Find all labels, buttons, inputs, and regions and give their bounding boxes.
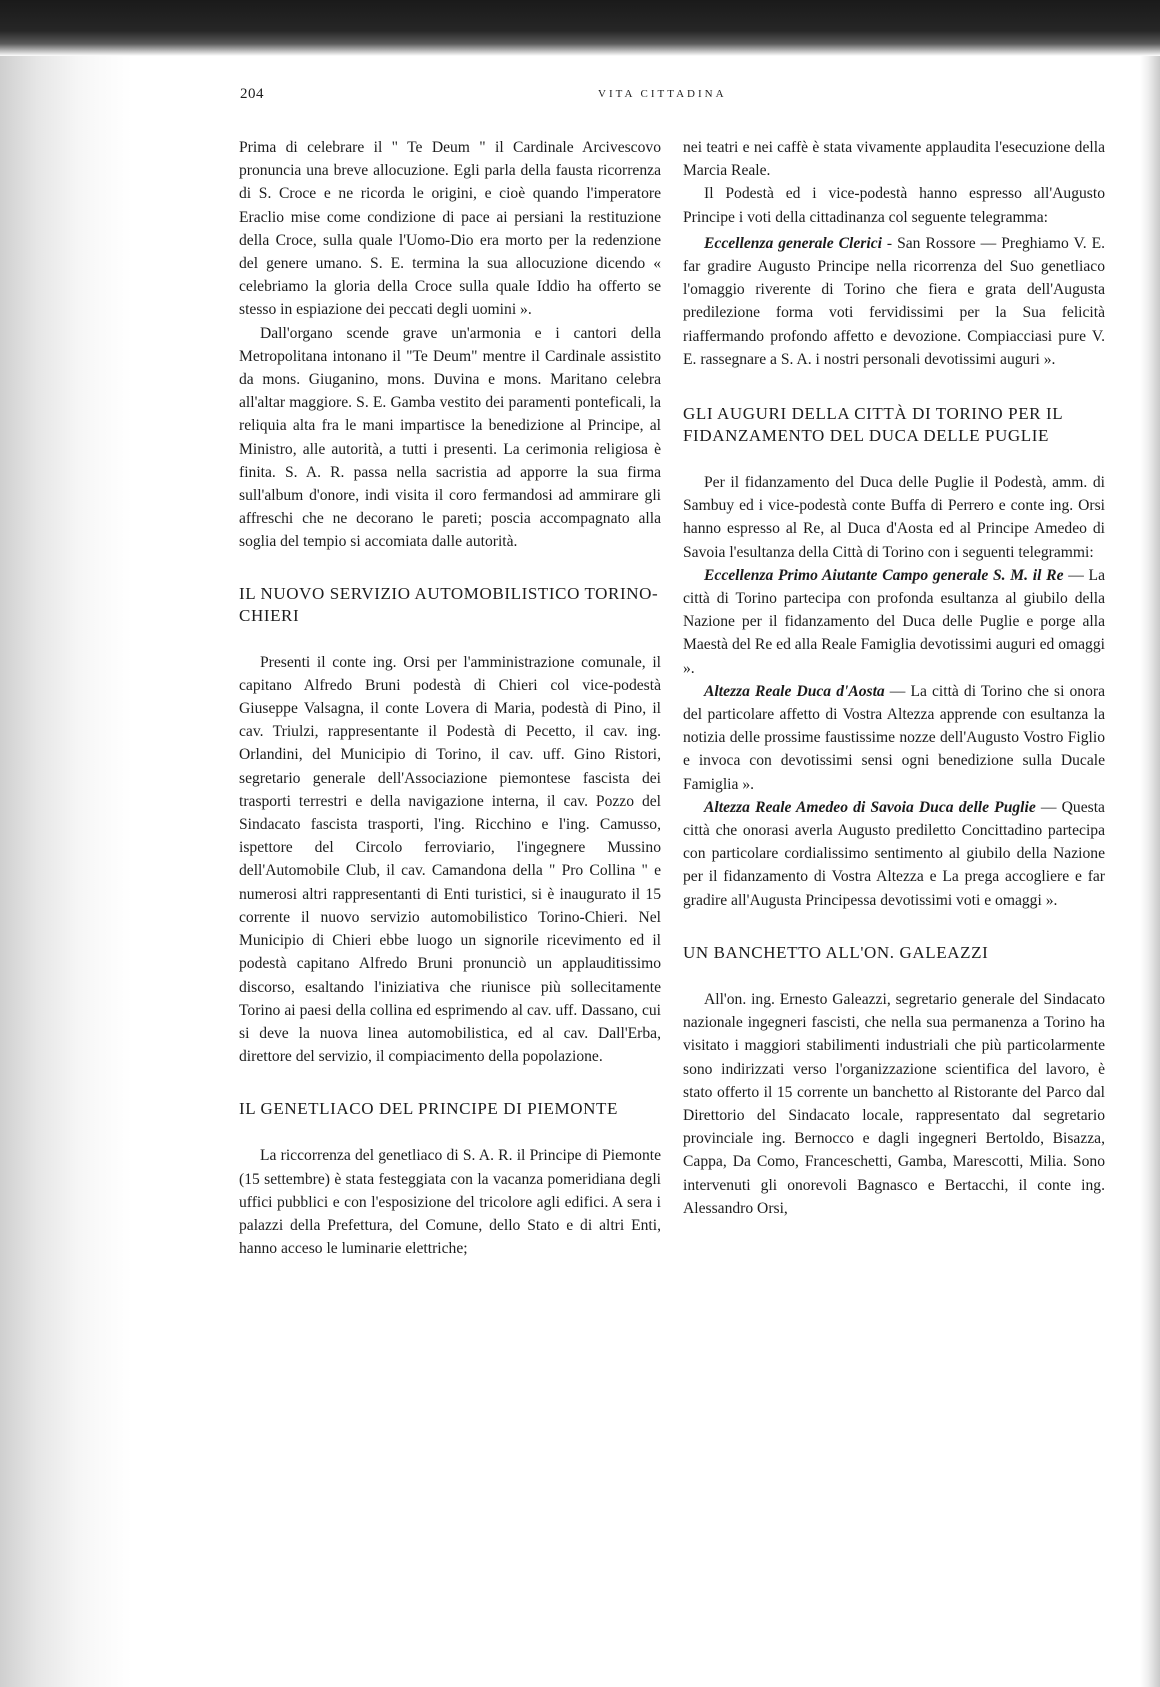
telegram-addressee: Eccellenza generale Clerici: [704, 234, 882, 252]
telegram: [683, 564, 1105, 680]
telegram-addressee: Eccellenza Primo Aiutante Campo generale S. M. il Re: [704, 566, 1064, 584]
section-heading-servizio: IL NUOVO SERVIZIO AUTOMOBILISTICO TORINO-CHIERI: [239, 583, 659, 625]
paragraph: All'on. ing. Ernesto Galeazzi, segretario generale del Sindacato nazionale ingegneri fascisti, che nella sua permanenza a Torino ha visitato i maggiori stabilimenti industriali che più particolarmente sono indirizzati verso l'organizzazione scientifica del lavoro, è stato offerto il 15 corrente un banchetto al Ristorante del Parco dal Direttorio del Sindacato locale, rappresentato dal segretario provinciale ing. Bernocco e dagli ingegneri Bertoldo, Bisazza, Cappa, Da Como, Franceschetti, Gamba, Marescotti, Milia. Sono intervenuti gli onorevoli Bagnasco e Bertacchi, il conte ing. Alessandro Orsi,: [683, 990, 1105, 1217]
paragraph: Il Podestà ed i vice-podestà hanno espresso all'Augusto Principe i voti della cittadinanza col seguente telegramma:: [683, 185, 1105, 226]
paragraph: Dall'organo scende grave un'armonia e i cantori della Metropolitana intonano il "Te Deum" mentre il Cardinale assistito da mons. Giuganino, mons. Duvina e mons. Maritano celebra all'altar maggiore. S. E. Gamba vestito dei paramenti ponteficali, la reliquia alta fra le mani impartisce la benedizione al Principe, al Ministro, alle autorità, a tutti i presenti. La cerimonia religiosa è finita. S. A. R. passa nella sacristia ad apporre la sua firma sull'album d'onore, indi visita il coro fermandosi ad ammirare gli affreschi che ne decorano le pareti; poscia accompagnato alla soglia del tempio si accomiata dalle autorità.: [239, 324, 661, 551]
telegram-addressee: Altezza Reale Duca d'Aosta: [704, 682, 885, 700]
scan-right-margin-shadow: [1140, 0, 1160, 1687]
telegram-text: — La città di Torino che si onora del particolare affetto di Vostra Altezza apprende con esultanza la notizia delle prossime faustissime nozze dell'Augusto Vostro Figlio e invoca con devotissimi sensi ogni benedizione sulla Ducale Famiglia ».: [683, 682, 1105, 793]
left-column: [239, 136, 661, 1260]
telegram-text: - San Rossore — Preghiamo V. E. far gradire Augusto Principe nella ricorrenza del Suo genetliaco l'omaggio riverente di Torino che fiera e grata dell'Augusta predilezione forma voti fervidissimi per la Sua felicità riaffermando profondo affetto e devozione. Compiacciasi pure V. E. rassegnare a S. A. i nostri personali devotissimi auguri ».: [683, 234, 1105, 368]
section-heading-genetliaco: IL GENETLIACO DEL PRINCIPE DI PIEMONTE: [239, 1099, 618, 1119]
section-heading-banchetto: UN BANCHETTO ALL'ON. GALEAZZI: [683, 942, 989, 962]
paragraph: Per il fidanzamento del Duca delle Puglie il Podestà, amm. di Sambuy ed i vice-podestà conte Buffa di Perrero e conte ing. Orsi hanno espresso al Re, al Duca d'Aosta ed al Principe Amedeo di Savoia l'esultanza della Città di Torino con i seguenti telegrammi:: [683, 474, 1105, 561]
running-title: VITA CITTADINA: [598, 88, 727, 100]
scan-left-margin-shadow: [0, 0, 132, 1687]
paragraph: nei teatri e nei caffè è stata vivamente applaudita l'esecuzione della Marcia Reale.: [683, 139, 1105, 180]
paragraph: La riccorrenza del genetliaco di S. A. R. il Principe di Piemonte (15 settembre) è stata festeggiata con la vacanza pomeridiana degli uffici pubblici e con l'esposizione del tricolore agli edifici. A sera i palazzi della Prefettura, del Comune, dello Stato e di altri Enti, hanno acceso le luminarie elettriche;: [239, 1147, 661, 1258]
telegram-addressee: Altezza Reale Amedeo di Savoia Duca delle Puglie: [704, 798, 1036, 816]
section-heading-auguri: GLI AUGURI DELLA CITTÀ DI TORINO PER IL FIDANZAMENTO DEL DUCA DELLE PUGLIE: [683, 404, 1063, 446]
telegram: [683, 232, 1105, 371]
telegram-text: — La città di Torino partecipa con profonda esultanza al giubilo della Nazione per il fidanzamento del Duca delle Puglie e porge alla Maestà del Re ed alla Reale Famiglia devotissimi auguri ed omaggi ».: [683, 566, 1105, 677]
paragraph: Presenti il conte ing. Orsi per l'amministrazione comunale, il capitano Alfredo Bruni podestà di Chieri col vice-podestà Giuseppe Valsagna, il conte Lovera di Maria, podestà di Pino, il cav. Triulzi, rappresentante il Podestà di Pecetto, il cav. ing. Orlandini, del Municipio di Torino, il cav. uff. Gino Ristori, segretario generale dell'Associazione piemontese fascista dei trasporti terrestri e della navigazione interna, il cav. Pozzo del Sindacato fascista trasporti, l'ing. Ricchino e l'ing. Camusso, ispettore del Circolo ferroviario, l'ingegnere Mussino dell'Automobile Club, il cav. Camandona della " Pro Collina " e numerosi altri rappresentanti di Enti turistici, si è inaugurato il 15 corrente il nuovo servizio automobilistico Torino-Chieri. Nel Municipio di Chieri ebbe luogo un signorile ricevimento ed il podestà capitano Alfredo Bruni pronunciò un applauditissimo discorso, esaltando l'iniziativa che riunisce più sollecitamente Torino ai paesi della collina ed esprimendo al cav. uff. Dassano, cui si deve la nuova linea automobilistica, ed al cav. Dall'Erba, direttore del servizio, il compiacimento della popolazione.: [239, 653, 661, 1066]
right-column: [683, 136, 1105, 1220]
telegram: [683, 680, 1105, 796]
telegram: [683, 796, 1105, 912]
telegram-text: — Questa città che onorasi averla Augusto prediletto Concittadino partecipa con particolare cordialissimo sentimento al giubilo della Nazione per il fidanzamento di Vostra Altezza e La prega accogliere e far gradire all'Augusta Principessa devotissimi voti e omaggi ».: [683, 798, 1105, 909]
scan-top-dark-border: [0, 0, 1160, 56]
page-number: 204: [240, 86, 264, 102]
paragraph: Prima di celebrare il " Te Deum " il Cardinale Arcivescovo pronuncia una breve allocuzione. Egli parla della fausta ricorrenza di S. Croce e ne ricorda le origini, e cioè quando l'imperatore Eraclio mise come condizione di pace ai persiani la restituzione della Croce, sulla quale l'Uomo-Dio era morto per la redenzione del genere umano. S. E. termina la sua allocuzione dicendo « celebriamo la gloria della Croce sulla quale Iddio ha offerto se stesso in espiazione dei peccati degli uomini ».: [239, 139, 661, 319]
